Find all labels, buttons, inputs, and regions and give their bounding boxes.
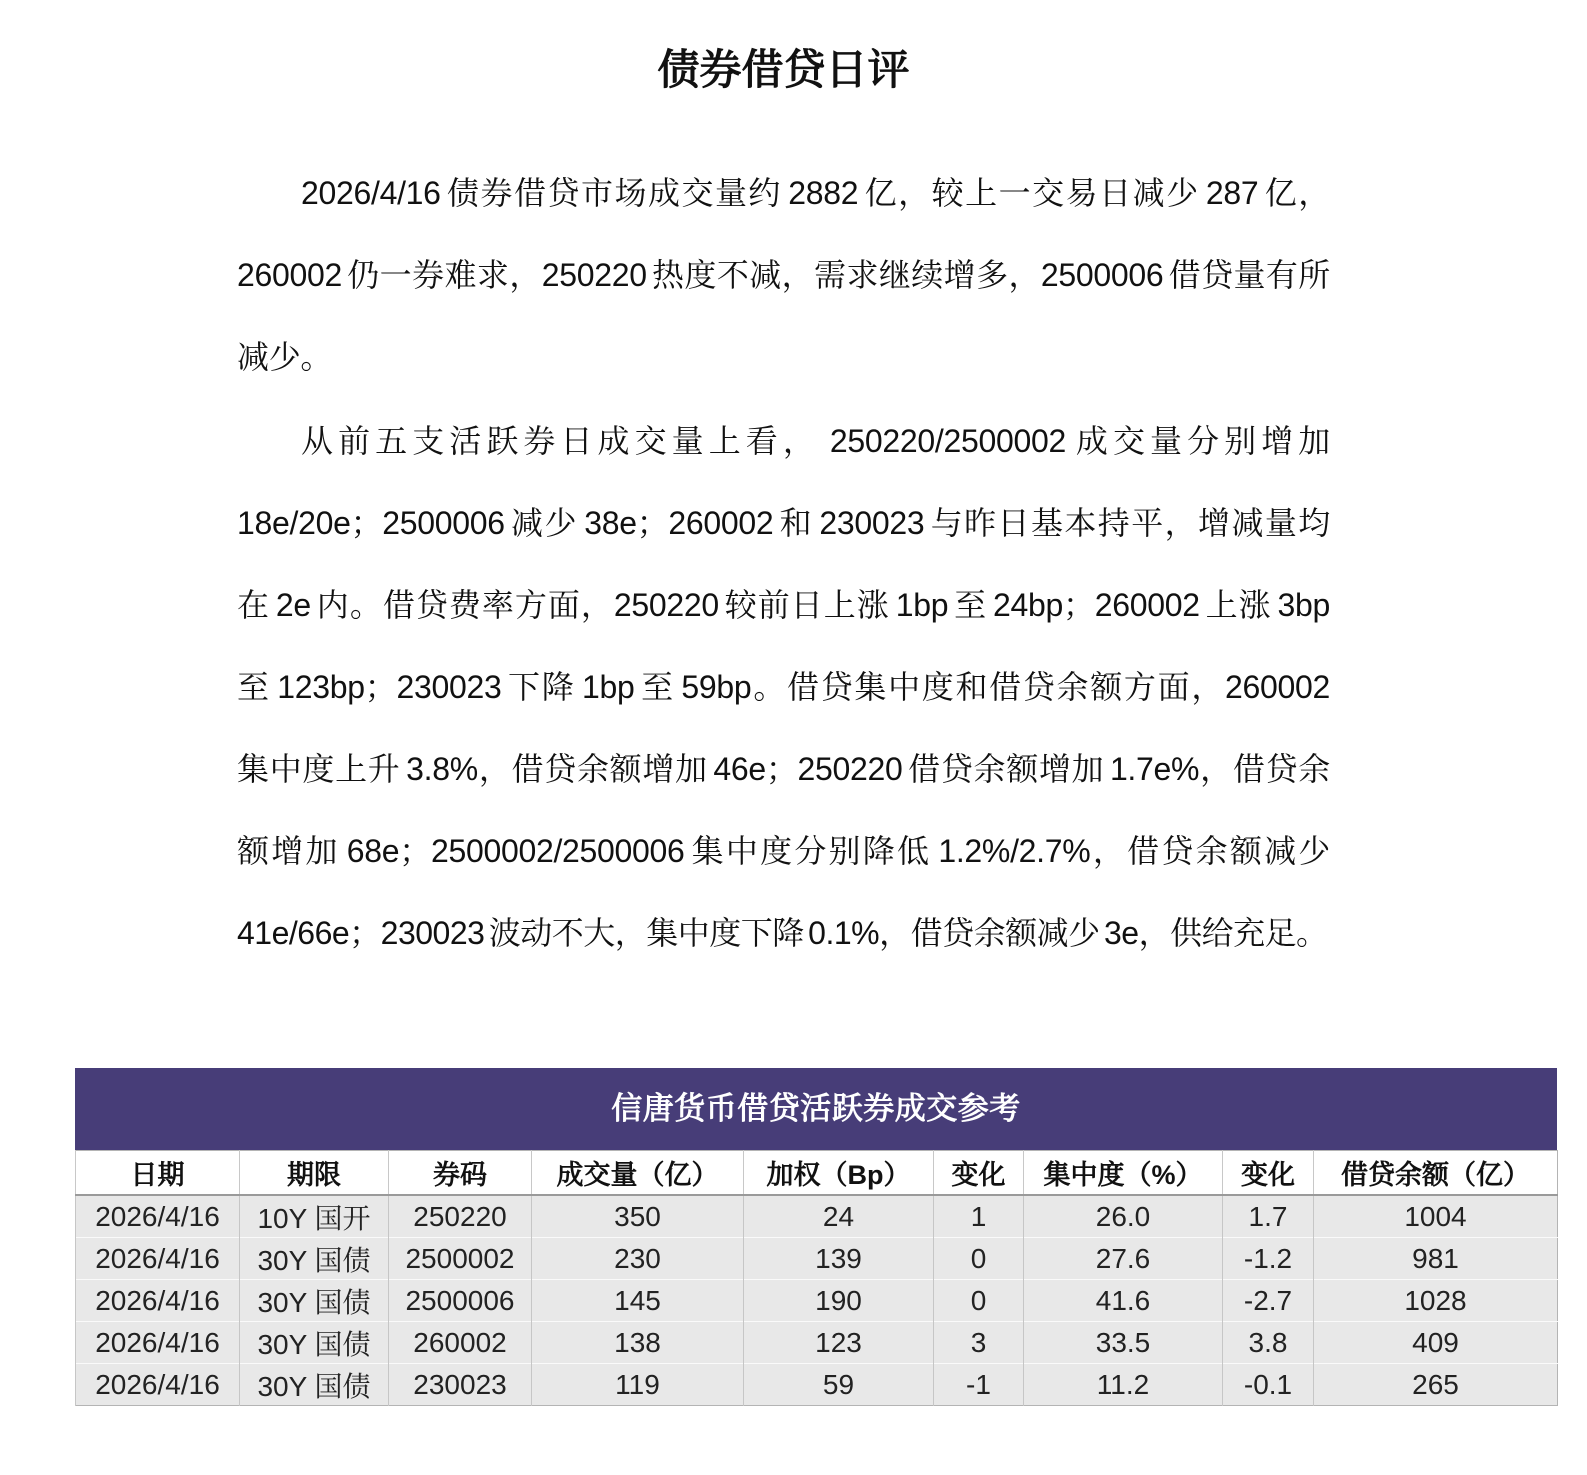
- cell-date: 2026/4/16: [76, 1195, 240, 1238]
- cell-lending-balance: 1004: [1314, 1195, 1558, 1238]
- column-header-date: 日期: [76, 1151, 240, 1196]
- commentary-line: 额增加 68e；2500002/2500006 集中度分别降低 1.2%/2.7%，借贷余额减少: [237, 833, 1330, 869]
- column-header-lending-balance: 借贷余额（亿）: [1314, 1151, 1558, 1196]
- commentary-line: 2026/4/16 债券借贷市场成交量约 2882 亿，较上一交易日减少 287 亿，: [301, 175, 1330, 211]
- cell-bond-code: 260002: [389, 1322, 532, 1364]
- commentary-line: 260002 仍一券难求，250220 热度不减，需求继续增多，2500006 借贷量有所: [237, 257, 1330, 293]
- commentary: [237, 152, 1330, 974]
- cell-weighted-rate: 123: [744, 1322, 934, 1364]
- column-header-weighted-rate: 加权（Bp）: [744, 1151, 934, 1196]
- cell-lending-balance: 981: [1314, 1238, 1558, 1280]
- commentary-paragraph: [237, 400, 1330, 974]
- table-row: [76, 1195, 1558, 1238]
- cell-weighted-rate: 190: [744, 1280, 934, 1322]
- table-title-band: [75, 1068, 1557, 1150]
- cell-volume: 138: [532, 1322, 744, 1364]
- column-header-rate-change: 变化: [934, 1151, 1024, 1196]
- column-header-concentration-change: 变化: [1223, 1151, 1314, 1196]
- cell-date: 2026/4/16: [76, 1364, 240, 1406]
- cell-tenor: 10Y 国开: [240, 1195, 389, 1238]
- table-title: 信唐货币借贷活跃券成交参考: [611, 1091, 1021, 1126]
- cell-concentration: 11.2: [1024, 1364, 1223, 1406]
- cell-concentration: 27.6: [1024, 1238, 1223, 1280]
- cell-tenor: 30Y 国债: [240, 1322, 389, 1364]
- cell-concentration: 41.6: [1024, 1280, 1223, 1322]
- cell-concentration: 26.0: [1024, 1195, 1223, 1238]
- commentary-line: 41e/66e；230023 波动不大，集中度下降 0.1%，借贷余额减少 3e，供给充足。: [237, 915, 1328, 951]
- cell-tenor: 30Y 国债: [240, 1280, 389, 1322]
- commentary-line: 集中度上升 3.8%，借贷余额增加 46e；250220 借贷余额增加 1.7e%，借贷余: [237, 751, 1330, 787]
- commentary-paragraph: [237, 152, 1330, 398]
- table-row: [76, 1238, 1558, 1280]
- column-header-concentration: 集中度（%）: [1024, 1151, 1223, 1196]
- cell-rate-change: 1: [934, 1195, 1024, 1238]
- cell-bond-code: 2500002: [389, 1238, 532, 1280]
- cell-weighted-rate: 59: [744, 1364, 934, 1406]
- cell-rate-change: -1: [934, 1364, 1024, 1406]
- cell-volume: 119: [532, 1364, 744, 1406]
- table-row: [76, 1364, 1558, 1406]
- cell-concentration: 33.5: [1024, 1322, 1223, 1364]
- table-row: [76, 1280, 1558, 1322]
- column-header-volume: 成交量（亿）: [532, 1151, 744, 1196]
- cell-volume: 145: [532, 1280, 744, 1322]
- active-bond-trading-table: [75, 1068, 1557, 1406]
- commentary-line: 至 123bp；230023 下降 1bp 至 59bp。借贷集中度和借贷余额方面，260002: [237, 669, 1330, 705]
- commentary-line: 减少。: [237, 339, 333, 375]
- cell-volume: 350: [532, 1195, 744, 1238]
- cell-tenor: 30Y 国债: [240, 1364, 389, 1406]
- cell-concentration-change: -2.7: [1223, 1280, 1314, 1322]
- cell-bond-code: 2500006: [389, 1280, 532, 1322]
- cell-lending-balance: 265: [1314, 1364, 1558, 1406]
- commentary-line: 18e/20e；2500006 减少 38e；260002 和 230023 与昨日基本持平，增减量均: [237, 505, 1330, 541]
- table-row: [76, 1322, 1558, 1364]
- cell-date: 2026/4/16: [76, 1238, 240, 1280]
- column-header-tenor: 期限: [240, 1151, 389, 1196]
- cell-concentration-change: 1.7: [1223, 1195, 1314, 1238]
- cell-bond-code: 250220: [389, 1195, 532, 1238]
- cell-date: 2026/4/16: [76, 1280, 240, 1322]
- cell-weighted-rate: 139: [744, 1238, 934, 1280]
- cell-concentration-change: 3.8: [1223, 1322, 1314, 1364]
- data-table: [75, 1150, 1558, 1406]
- cell-lending-balance: 409: [1314, 1322, 1558, 1364]
- cell-weighted-rate: 24: [744, 1195, 934, 1238]
- commentary-line: 从前五支活跃券日成交量上看， 250220/2500002 成交量分别增加: [301, 423, 1330, 459]
- table-header-row: [76, 1151, 1558, 1196]
- document-title: 债券借贷日评: [657, 46, 910, 93]
- cell-rate-change: 0: [934, 1280, 1024, 1322]
- cell-tenor: 30Y 国债: [240, 1238, 389, 1280]
- cell-rate-change: 3: [934, 1322, 1024, 1364]
- column-header-bond-code: 券码: [389, 1151, 532, 1196]
- cell-lending-balance: 1028: [1314, 1280, 1558, 1322]
- cell-concentration-change: -0.1: [1223, 1364, 1314, 1406]
- commentary-line: 在 2e 内。借贷费率方面，250220 较前日上涨 1bp 至 24bp；260002 上涨 3bp: [237, 587, 1330, 623]
- cell-concentration-change: -1.2: [1223, 1238, 1314, 1280]
- cell-bond-code: 230023: [389, 1364, 532, 1406]
- cell-date: 2026/4/16: [76, 1322, 240, 1364]
- cell-volume: 230: [532, 1238, 744, 1280]
- cell-rate-change: 0: [934, 1238, 1024, 1280]
